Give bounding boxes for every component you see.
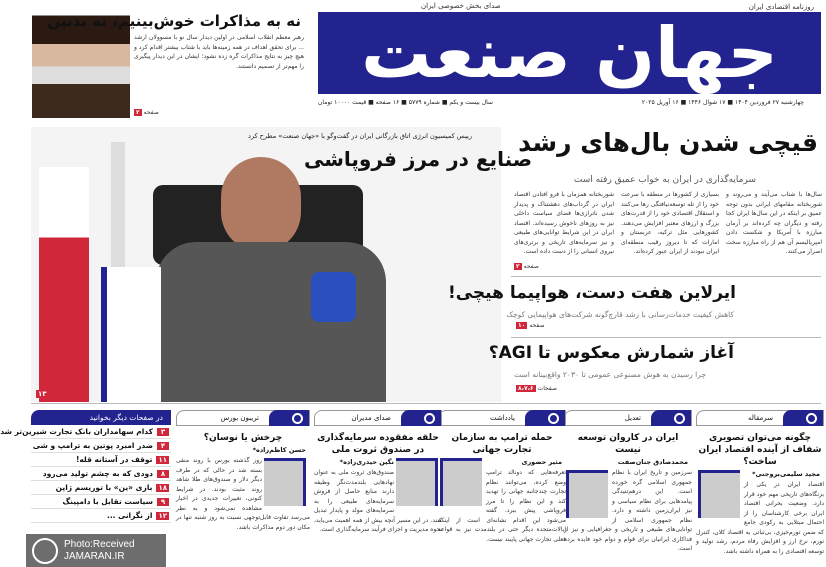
watermark-site: JAMARAN.IR [64,550,125,562]
main-subhead: سرمایه‌گذاری در ایران به خواب عمیق رفته است [573,175,756,185]
microphone-icon [311,272,356,322]
column-body: صندوق‌های ثروت ملی به عنوان نهادهایی بلندمدت‌نگر وظیفه دارند منابع حاصل از فروش سرمایه‌های طبیعی را به سرمایه‌های مولد و پایدار تبدیل کنند. در این مسیر آنچه بیش از همه اهمیت می‌یابد، نحوه مدیریت و اجرای فرآیند سرمایه‌گذاری است. [314,469,442,533]
airline-page-ref[interactable] [516,322,545,329]
column-tadil[interactable] [564,410,692,567]
leader-page-ref[interactable] [134,109,159,116]
author-photo [264,458,306,506]
author-photo [440,458,482,506]
column-editorial[interactable] [696,410,824,567]
other-pages-box [0,410,171,528]
list-item[interactable]: ۸ دودی که به چشم تولید می‌رود [31,467,171,481]
masthead-subtitle: روزنامه اقتصادی ایران [748,3,814,11]
list-item[interactable]: ۱۱ توقف در آستانه قله! [31,453,171,467]
column-author: مجید سلیمی‌بروجنی* [752,470,820,478]
column-title[interactable]: چگونه می‌توان تصویری شفاف از آینده اقتصاد ایران ساخت؟ [698,433,822,467]
list-item[interactable]: ۱۸ بازی «ین» با توریسم ژاپن [31,481,171,495]
list-item[interactable]: ۴ ضدر امبرد پوتین به ترامپ و شی [31,439,171,453]
section-icon [674,413,685,424]
watermark-text: Photo:Received [64,538,135,550]
speaker-face [221,157,301,252]
divider [511,337,821,338]
masthead-logo[interactable]: جهان صنعت [318,12,821,94]
page-number: ۱۰ [518,322,526,329]
page-label: صفحه [529,322,545,329]
main-body-col1: سال‌ها با شتاب می‌آیند و می‌روند و شوربختانه مقامهای ایرانی بدون توجه عمیق بر اینکه در این سال‌ها ایران کجا رفته و دیگران چه کرده‌اند بر آرمان مبارزه با آمریکا و شکست دادن امپریالیسم آن هم از راه مبارزه سخت اصرار می‌کنند. [726,191,822,255]
author-photo [396,458,438,506]
jamaran-logo-icon [32,538,58,564]
divider [31,403,821,404]
column-body: تعرفه‌هایی که دونالد ترامپ وضع کرده، می‌توانند نظام تجارت چندجانبه جهانی را تهدید کند و این نظام را تا مرز فروپاشی پیش ببرد. گفته می‌شود این اقدام نشانه‌ای است از اینکه ایالات‌متحده دیگر حتی در بلندمدت نیز به قواعد فعلی تجارت جهانی پایبند نیست. [438,469,566,543]
column-title[interactable]: حلقه مفقوده سرمایه‌گذاری در صندوق ثروت ملی [317,433,439,455]
column-author: حسن کاظم‌زاده* [252,446,306,454]
column-title[interactable]: ایران در کاروان توسعه نیست [577,433,679,455]
section-icon [292,413,303,424]
main-body-col3: شوربختانه همزمان با فرو افتادن اقتصاد ایران در گرداب‌های دهشتناک و پدیدار شدن ناترازی‌ها فضای سیاست داخلی نیز به روزهای ناخوش رسیده‌اند. اقتصاد ایران در این شرایط توانایی‌های طبیعی و نیز سرمایه‌های تاریخی و برتری‌های نیروی انسانی را از دست داده است. [514,191,614,255]
airline-subhead: کاهش کیفیت خدمات‌رسانی با رشد قارچ‌گونه شرکت‌های هواپیمایی کوچک [506,310,734,319]
leader-body: رهبر معظم انقلاب اسلامی در اولین دیدار سال نو با مسوولان ارشد ... برای تحقق اهداف در همه زمینه‌ها باید با شتاب بیشتر اقدام کرد و هیچ چیز به نتایج مذاکرات گره زده نشود؛ ایشان در این دیدار پیگیری را مهم‌تر از تصمیم دانستند. [134,34,304,70]
photo-story-headline[interactable]: صنایع در مرز فروپاشی [304,147,533,171]
author-photo [566,470,608,518]
section-header: تعدیل [564,410,692,426]
column-author: نگین حیدری‌زاده* [339,458,394,466]
section-header: یادداشت [438,410,566,426]
page-label: صفحات [537,385,558,392]
airline-headline[interactable]: ایرلاین هفت دست، هواپیما هیچی! [447,283,736,303]
page-label: صفحه [523,263,539,270]
divider [511,276,821,277]
section-icon [424,413,435,424]
list-item[interactable]: ۱۲ از نگرانی ... [31,509,171,523]
page-number: ۲ [136,109,140,116]
section-header: تریبون بورس [176,410,310,426]
leader-headline[interactable]: نه به مذاکرات خوش‌بینیم، نه بدبین [47,12,301,30]
flag-icon [39,167,89,402]
column-author: محمدصادق جنان‌صفت [617,458,688,466]
list-item[interactable]: ۳ کدام سهامداران بانک تجارت شیرین‌تر شد [31,425,171,439]
page-number: ۲ [516,263,520,270]
page-label: صفحه [143,109,159,116]
page-number: ۸،۷،۶ [518,385,534,392]
desk-flag [101,267,161,402]
column-managers[interactable] [314,410,442,567]
column-title[interactable]: حمله ترامپ به سازمان تجارت جهانی [451,433,553,455]
column-body: روز گذشته بورس با روند منفی بسته شد در حالی که در طرف دیگر دلار و صندوق‌های طلا شاهد روند مثبت بودند. در شرایط کنونی، تغییرات جدیدی در اخبار مشاهده نمی‌شود و به نظر می‌رسد تفاوت قابل‌توجهی نسبت به روز شنبه تنها در مکان دور دوم مذاکرات باشد. [176,457,310,531]
page-number: ۱۳ [38,390,47,398]
other-pages-title: در صفحات دیگر بخوانید [31,410,171,425]
column-body: اقتصاد ایران در یکی از بزنگاه‌های تاریخی مهم خود قرار دارد. وضعیت بحرانی اقتصاد ایران برخی کارشناسان را از احتمال مبتلایی به رکودی جامع که ضمن تورم‌خیزی، بی‌ثباتی به اقتصاد کلان، کنترل تورم، نرخ ارز و افزایش رفاه مردم، رشد تولید و توسعه اقتصادی را به همراه داشته باشد. [696,481,824,555]
section-header: سرمقاله [696,410,824,426]
photo-story-page-ref[interactable] [36,390,51,398]
main-page-ref[interactable] [514,263,539,270]
masthead-date: چهارشنبه ۲۷ فروردین ۱۴۰۴ ■ ۱۷ شوال ۱۴۴۶ ■ ۱۶ آوریل ۲۰۲۵ [641,99,804,106]
column-bourse[interactable] [176,410,310,567]
masthead-issue: سال بیست و یکم ■ شماره ۵۷۷۹ ■ ۱۶ صفحه ■ قیمت ۱۰۰۰۰ تومان [318,99,493,106]
main-headline[interactable]: قیچی شدن بال‌های رشد [518,128,818,157]
section-icon [806,413,817,424]
agi-headline[interactable]: آغاز شمارش معکوس تا AGI؟ [488,343,734,363]
column-body: سرزمین و تاریخ ایران با نظام جمهوری اسلامی گره خورده است. این درهم‌تنیدگی پیامدهایی برای نظام سیاسی و نیز ایران‌زمین داشته و دارد. نظام جمهوری اسلامی از توانایی‌های طبیعی و تاریخی و جغرافیایی و نیز از فداکاری ایرانیان برای قوام و دوام خود فایده برده است. [564,469,692,552]
column-author: مثیر حضوری [521,458,562,466]
photo-story-kicker: رییس کمیسیون انرژی اتاق بازرگانی ایران در گفت‌وگو با «جهان صنعت» مطرح کرد [248,132,472,140]
masthead-tagline: صدای بخش خصوصی ایران [421,2,501,10]
speaker-suit [156,242,386,402]
column-note[interactable] [438,410,566,567]
column-title[interactable]: چرخش یا نوسان؟ [203,433,283,443]
section-icon [548,413,559,424]
main-body-col2: بسیاری از کشورها در منطقه با سرعت خود را از تله توسعه‌نیافتگی رها می‌کنند و استقلال اقتصادی خود را از قدرت‌های بزرگ و ارزهای معتبر افزایش می‌دهند. کشورهایی مثل ترکیه، عربستان و امارات که تا دیروز رقیب منطقه‌ای ایران نبودند از ایران عبور کرده‌اند. [621,191,719,255]
agi-page-ref[interactable] [516,385,557,392]
author-photo [698,470,740,518]
list-item[interactable]: ۹ سیاست تقابل با دامپینگ [31,495,171,509]
watermark [26,534,166,567]
agi-subhead: چرا رسیدن به هوش مصنوعی عمومی تا ۲۰۳۰ واقع‌بینانه است [514,370,706,379]
section-header: صدای مدیران [314,410,442,426]
